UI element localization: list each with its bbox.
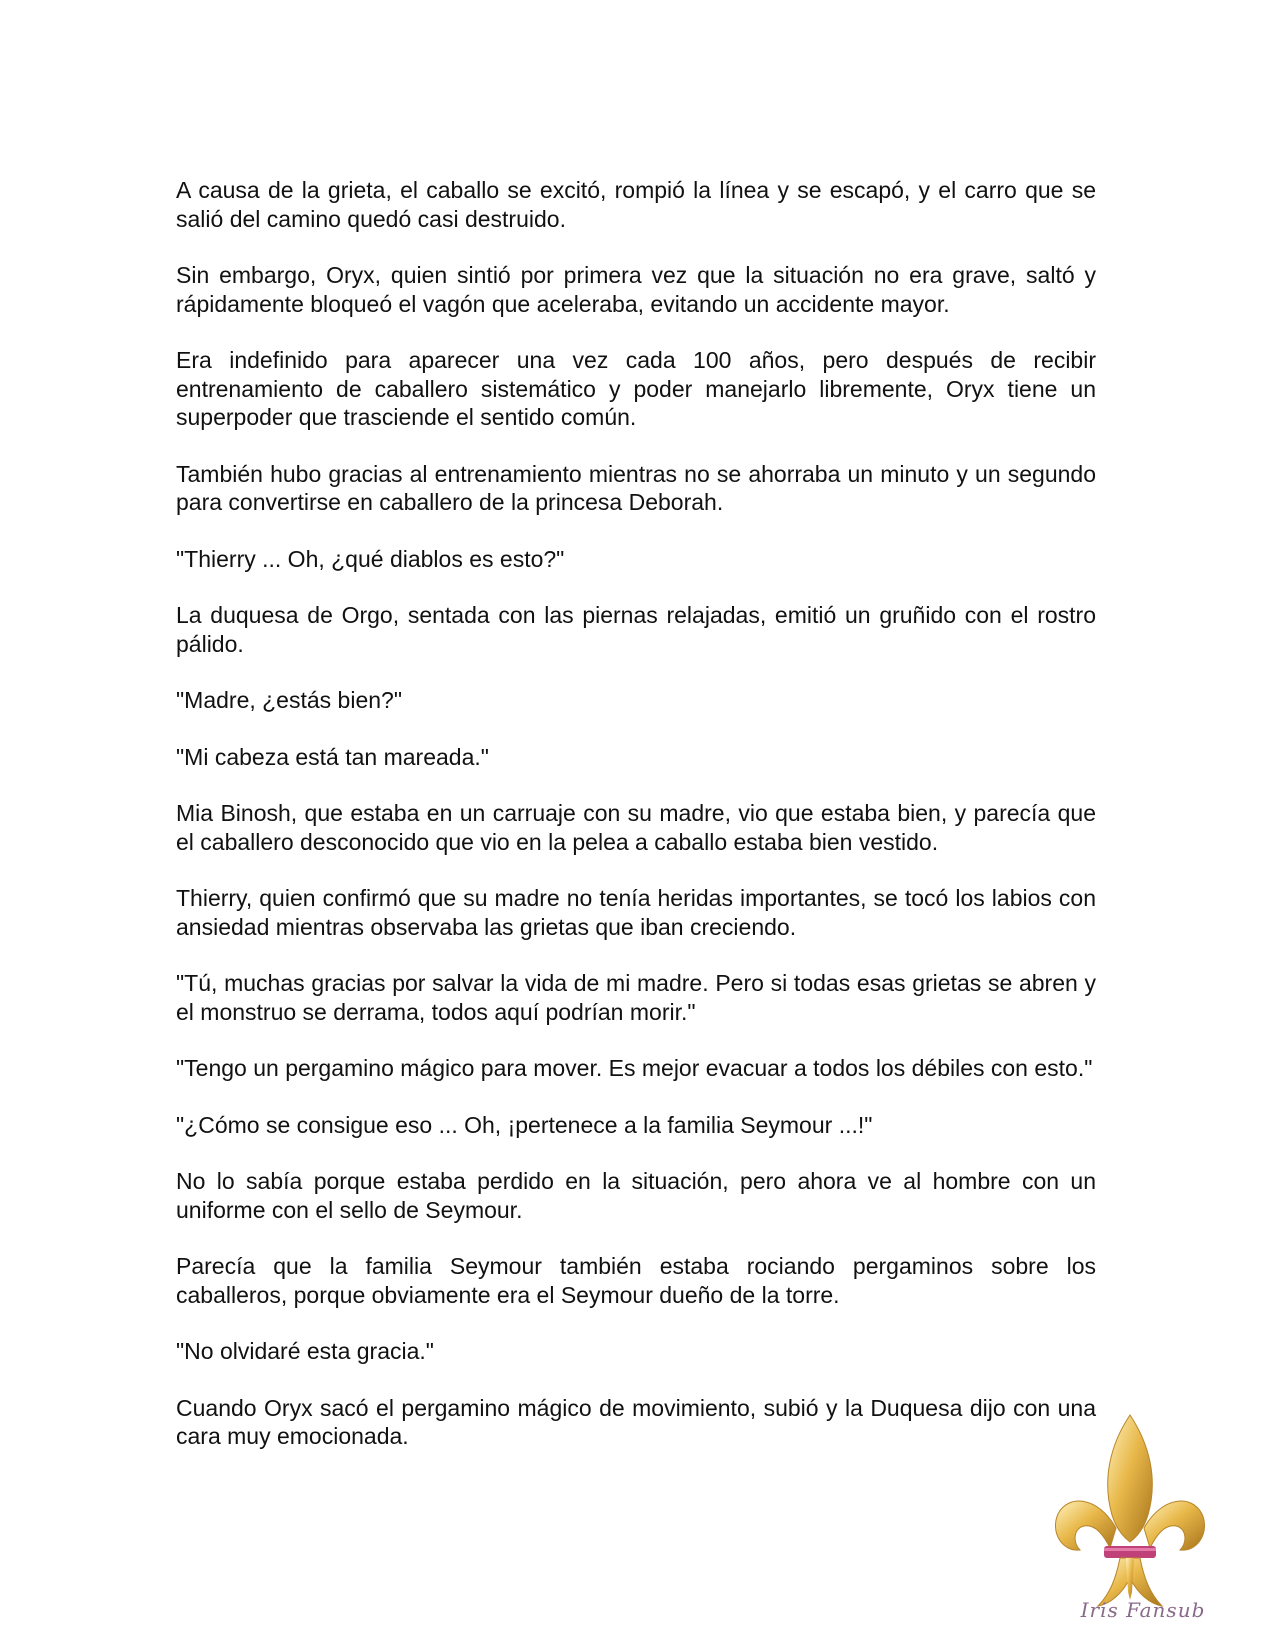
paragraph: "Mi cabeza está tan mareada." xyxy=(176,743,489,770)
paragraph: "Tengo un pergamino mágico para mover. Es mejor evacuar a todos los débiles con esto." xyxy=(176,1055,1093,1081)
paragraph: "Madre, ¿estás bien?" xyxy=(176,687,402,713)
paragraph: "¿Cómo se consigue eso ... Oh, ¡pertenece a la familia Seymour ...!" xyxy=(176,1111,873,1138)
fleur-de-lis-icon xyxy=(1050,1410,1210,1630)
paragraph: Sin embargo, Oryx, quien sintió por primera vez que la situación no era grave, saltó y rápidamente bloqueó el vagón que aceleraba, evitando un accidente mayor. xyxy=(176,262,1096,317)
paragraph: Thierry, quien confirmó que su madre no tenía heridas importantes, se tocó los labios con ansiedad mientras observaba las grietas que iban creciendo. xyxy=(176,885,1096,940)
paragraph: "Tú, muchas gracias por salvar la vida de mi madre. Pero si todas esas grietas se abren y el monstruo se derrama, todos aquí podrían morir." xyxy=(176,970,1096,1025)
paragraph: Parecía que la familia Seymour también estaba rociando pergaminos sobre los caballeros, porque obviamente era el Seymour dueño de la torre. xyxy=(176,1253,1096,1308)
paragraph: También hubo gracias al entrenamiento mientras no se ahorraba un minuto y un segundo para convertirse en caballero de la princesa Deborah. xyxy=(176,460,1096,515)
paragraph: Cuando Oryx sacó el pergamino mágico de movimiento, subió y la Duquesa dijo con una cara muy emocionada. xyxy=(176,1394,1096,1449)
document-body xyxy=(176,176,1096,1479)
paragraph: "Thierry ... Oh, ¿qué diablos es esto?" xyxy=(176,545,565,572)
watermark-text: Iris Fansub xyxy=(1080,1598,1206,1622)
paragraph: A causa de la grieta, el caballo se excitó, rompió la línea y se escapó, y el carro que se salió del camino quedó casi destruido. xyxy=(176,177,1096,232)
paragraph: Era indefinido para aparecer una vez cada 100 años, pero después de recibir entrenamiento de caballero sistemático y poder manejarlo libremente, Oryx tiene un superpoder que trasciende el sentido común. xyxy=(176,347,1096,430)
paragraph: Mia Binosh, que estaba en un carruaje con su madre, vio que estaba bien, y parecía que el caballero desconocido que vio en la pelea a caballo estaba bien vestido. xyxy=(176,800,1096,855)
paragraph: No lo sabía porque estaba perdido en la situación, pero ahora ve al hombre con un uniforme con el sello de Seymour. xyxy=(176,1168,1096,1223)
paragraph: "No olvidaré esta gracia." xyxy=(176,1338,434,1364)
paragraph: La duquesa de Orgo, sentada con las piernas relajadas, emitió un gruñido con el rostro pálido. xyxy=(176,602,1096,657)
